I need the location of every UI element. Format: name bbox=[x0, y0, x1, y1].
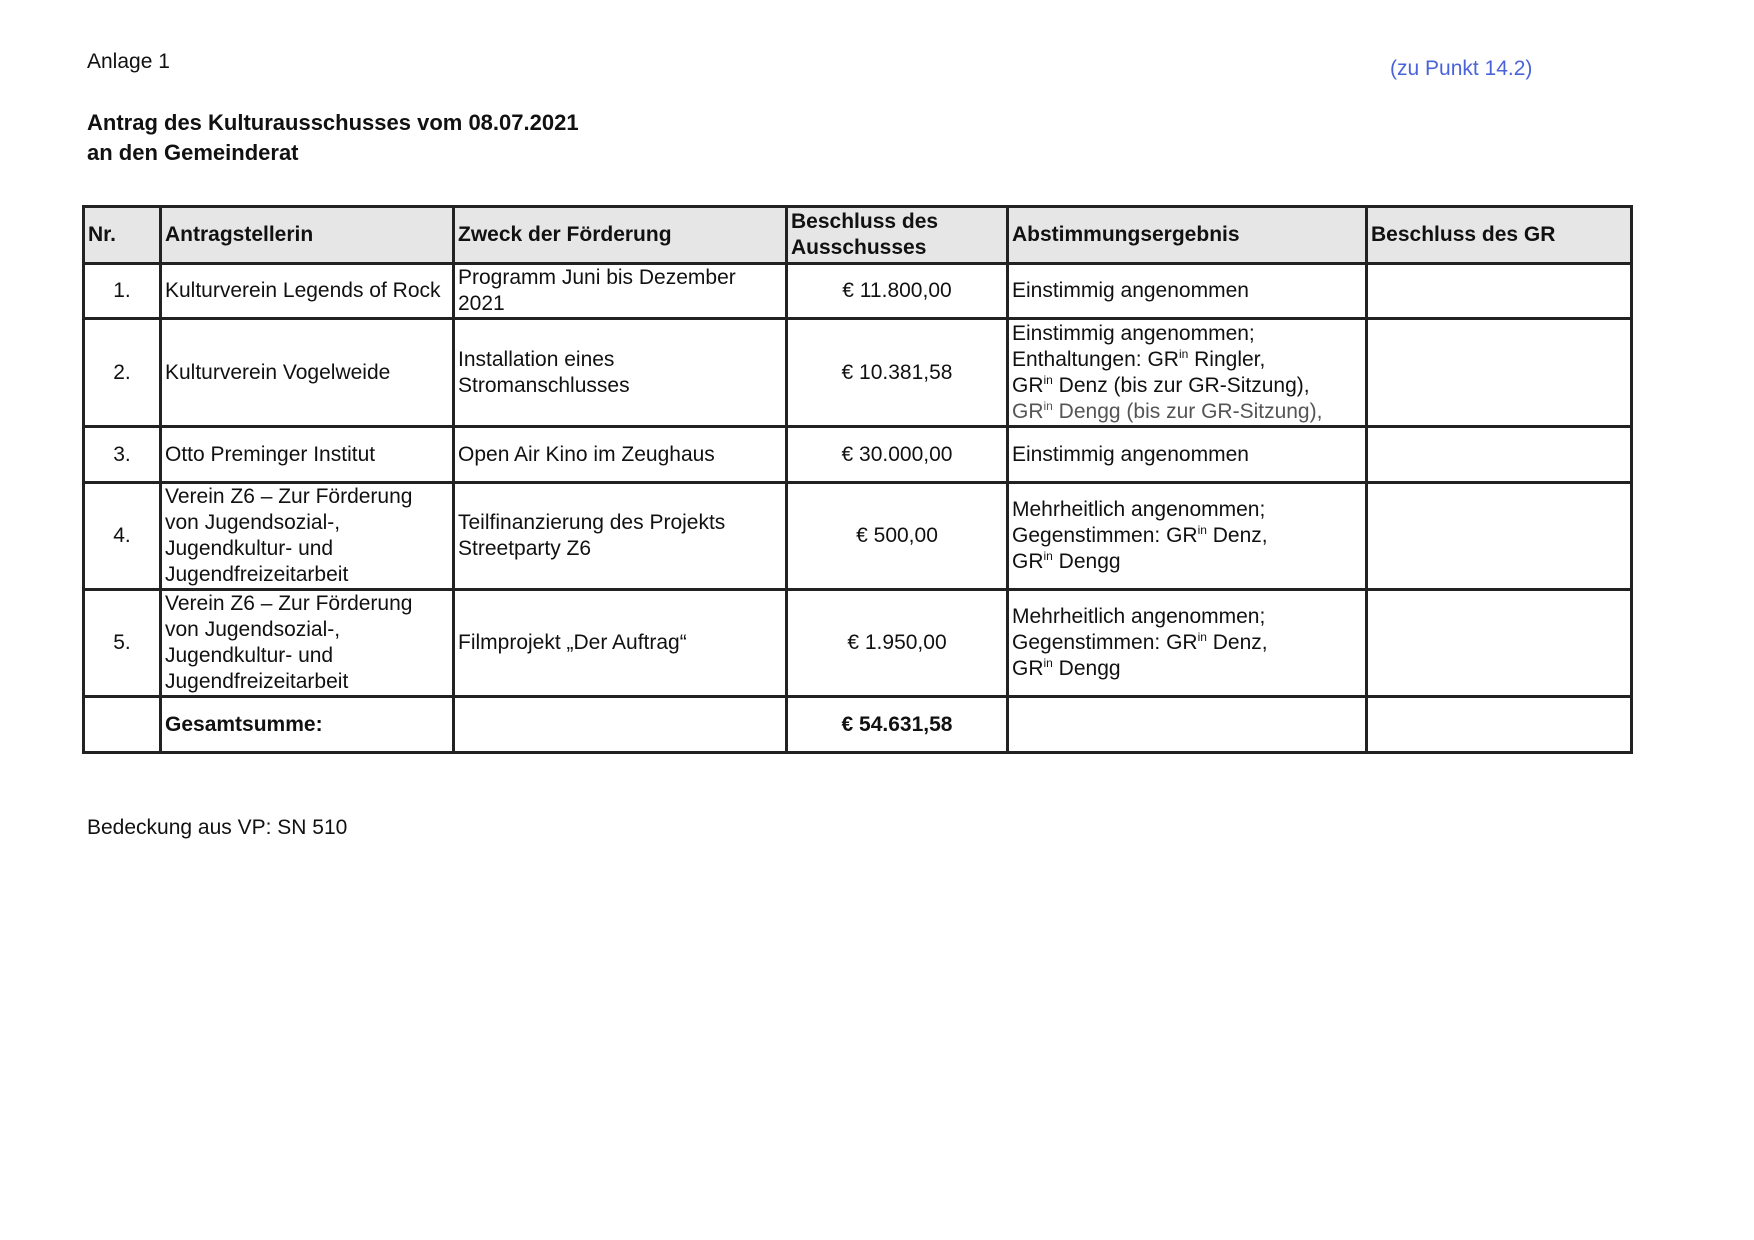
total-nr-cell bbox=[84, 697, 161, 753]
table-row bbox=[84, 264, 1632, 319]
vote-result-line: Gegenstimmen: $GR^{in}$ Denz, bbox=[1012, 523, 1268, 547]
purpose-cell: Open Air Kino im Zeughaus bbox=[454, 427, 787, 483]
column-header-nr: Nr. bbox=[84, 207, 161, 264]
amount-cell: € 30.000,00 bbox=[787, 427, 1008, 483]
grants-table bbox=[82, 205, 1633, 754]
vote-result-cell bbox=[1008, 590, 1367, 697]
document-heading bbox=[87, 108, 579, 168]
vote-result-line: Einstimmig angenommen; bbox=[1012, 321, 1255, 345]
table-row bbox=[84, 483, 1632, 590]
row-number: 3. bbox=[84, 427, 161, 483]
purpose-cell: Filmprojekt „Der Auftrag“ bbox=[454, 590, 787, 697]
amount-cell: € 500,00 bbox=[787, 483, 1008, 590]
council-decision-cell bbox=[1367, 319, 1632, 427]
table-row bbox=[84, 319, 1632, 427]
table-header-row bbox=[84, 207, 1632, 264]
table-row bbox=[84, 427, 1632, 483]
applicant-cell: Verein Z6 – Zur Förderung von Jugendsozial-, Jugendkultur- und Jugendfreizeitarbeit bbox=[161, 483, 454, 590]
vote-result-line: Einstimmig angenommen bbox=[1012, 279, 1249, 302]
row-number: 2. bbox=[84, 319, 161, 427]
total-vote-cell bbox=[1008, 697, 1367, 753]
row-number: 1. bbox=[84, 264, 161, 319]
vote-result-cell bbox=[1008, 427, 1367, 483]
vote-result-cell bbox=[1008, 264, 1367, 319]
vote-result-line: $GR^{in}$ Denz (bis zur GR-Sitzung), bbox=[1012, 372, 1310, 397]
column-header-beschluss-ausschuss: Beschluss des Ausschusses bbox=[787, 207, 1008, 264]
row-number: 4. bbox=[84, 483, 161, 590]
total-row bbox=[84, 697, 1632, 753]
total-council-cell bbox=[1367, 697, 1632, 753]
agenda-point-reference: (zu Punkt 14.2) bbox=[1390, 57, 1533, 80]
vote-result-line: $GR^{in}$ Dengg bbox=[1012, 656, 1121, 680]
column-header-zweck: Zweck der Förderung bbox=[454, 207, 787, 264]
vote-result-line: Einstimmig angenommen bbox=[1012, 442, 1249, 466]
funding-coverage-note: Bedeckung aus VP: SN 510 bbox=[87, 816, 348, 839]
heading-line-2: an den Gemeinderat bbox=[87, 140, 299, 165]
vote-result-cell bbox=[1008, 483, 1367, 590]
total-label: Gesamtsumme: bbox=[161, 697, 454, 753]
vote-result-line: Gegenstimmen: $GR^{in}$ Denz, bbox=[1012, 630, 1268, 654]
purpose-cell: Installation eines Stromanschlusses bbox=[454, 319, 787, 427]
council-decision-cell bbox=[1367, 264, 1632, 319]
total-purpose-cell bbox=[454, 697, 787, 753]
row-number: 5. bbox=[84, 590, 161, 697]
vote-result-line: Enthaltungen: $GR^{in}$ Ringler, bbox=[1012, 346, 1266, 371]
purpose-cell: Programm Juni bis Dezember 2021 bbox=[454, 264, 787, 319]
table-row bbox=[84, 590, 1632, 697]
council-decision-cell bbox=[1367, 590, 1632, 697]
column-header-beschluss-gr: Beschluss des GR bbox=[1367, 207, 1632, 264]
amount-cell: € 10.381,58 bbox=[787, 319, 1008, 427]
vote-result-line: $GR^{in}$ Dengg (bis zur GR-Sitzung), bbox=[1012, 398, 1323, 423]
column-header-abstimmung: Abstimmungsergebnis bbox=[1008, 207, 1367, 264]
vote-result-line: $GR^{in}$ Dengg bbox=[1012, 549, 1121, 573]
council-decision-cell bbox=[1367, 483, 1632, 590]
applicant-cell: Otto Preminger Institut bbox=[161, 427, 454, 483]
amount-cell: € 1.950,00 bbox=[787, 590, 1008, 697]
vote-result-line: Mehrheitlich angenommen; bbox=[1012, 605, 1266, 628]
council-decision-cell bbox=[1367, 427, 1632, 483]
applicant-cell: Kulturverein Legends of Rock bbox=[161, 264, 454, 319]
column-header-antragstellerin: Antragstellerin bbox=[161, 207, 454, 264]
vote-result-line: Mehrheitlich angenommen; bbox=[1012, 498, 1266, 521]
amount-cell: € 11.800,00 bbox=[787, 264, 1008, 319]
vote-result-cell bbox=[1008, 319, 1367, 427]
total-amount: € 54.631,58 bbox=[787, 697, 1008, 753]
applicant-cell: Kulturverein Vogelweide bbox=[161, 319, 454, 427]
heading-line-1: Antrag des Kulturausschusses vom 08.07.2021 bbox=[87, 110, 579, 135]
purpose-cell: Teilfinanzierung des Projekts Streetparty Z6 bbox=[454, 483, 787, 590]
attachment-label: Anlage 1 bbox=[87, 50, 170, 73]
applicant-cell: Verein Z6 – Zur Förderung von Jugendsozial-, Jugendkultur- und Jugendfreizeitarbeit bbox=[161, 590, 454, 697]
